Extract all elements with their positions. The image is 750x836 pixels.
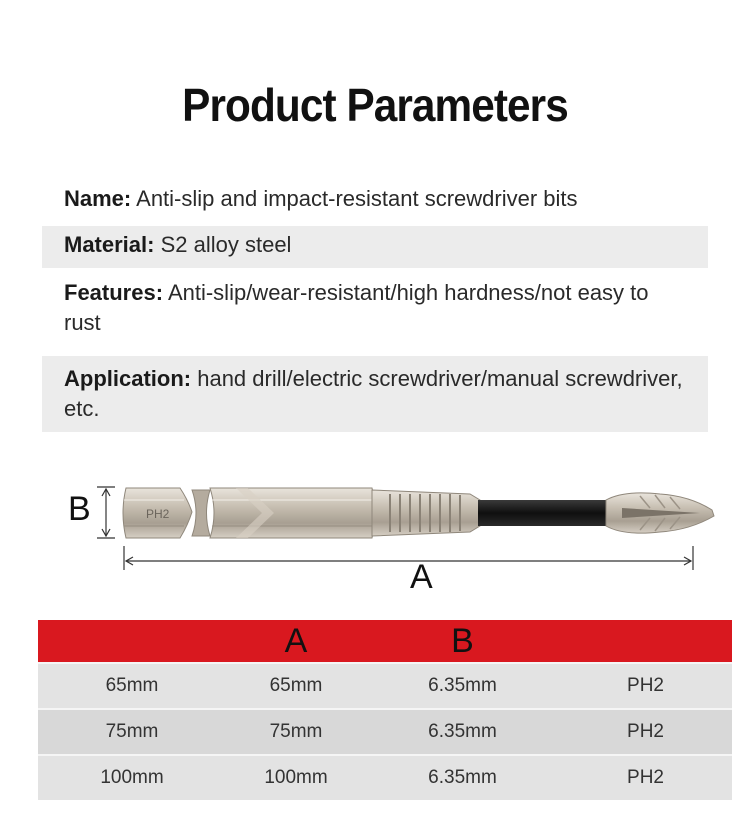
- table-header-b: B: [366, 620, 559, 663]
- table-cell: 75mm: [226, 709, 366, 755]
- table-row: [38, 663, 732, 709]
- param-application-value: hand drill/electric screwdriver/manual screwdriver, etc.: [64, 366, 683, 421]
- param-material-value: S2 alloy steel: [154, 232, 292, 257]
- table-cell: PH2: [559, 755, 732, 800]
- table-cell: PH2: [559, 709, 732, 755]
- table-cell: 100mm: [226, 755, 366, 800]
- dimension-b-label: B: [68, 490, 91, 528]
- table-cell: PH2: [559, 663, 732, 709]
- table-header-cell: [559, 620, 732, 663]
- table-header-row: [38, 620, 732, 663]
- dimension-a-label: A: [410, 558, 433, 596]
- table-row: [38, 755, 732, 800]
- param-application: [42, 356, 708, 432]
- knurled-collar: [372, 490, 480, 536]
- dimension-a-line: [124, 546, 693, 570]
- table-cell: 75mm: [38, 709, 226, 755]
- screwdriver-bit-drawing: [0, 470, 750, 610]
- phillips-tip: [606, 493, 714, 533]
- table-header-a: A: [226, 620, 366, 663]
- param-features-label: Features:: [64, 280, 164, 305]
- bit-marking: PH2: [146, 507, 170, 521]
- param-features-value: Anti-slip/wear-resistant/high hardness/not easy to rust: [64, 280, 649, 335]
- dimension-b-line: [97, 487, 115, 538]
- table-cell: 6.35mm: [366, 755, 559, 800]
- table-cell: 6.35mm: [366, 709, 559, 755]
- table-cell: 100mm: [38, 755, 226, 800]
- black-shaft: [478, 500, 610, 526]
- spec-table: [38, 620, 732, 800]
- param-features: [42, 278, 708, 342]
- param-material: [42, 226, 708, 268]
- param-name-label: Name:: [64, 186, 132, 211]
- page-title: Product Parameters: [182, 79, 568, 131]
- table-row: [38, 709, 732, 755]
- param-name-value: Anti-slip and impact-resistant screwdriver bits: [131, 186, 578, 211]
- param-material-label: Material:: [64, 232, 155, 257]
- table-cell: 65mm: [38, 663, 226, 709]
- param-application-label: Application:: [64, 366, 192, 391]
- bit-dimension-diagram: [0, 470, 750, 610]
- table-cell: 65mm: [226, 663, 366, 709]
- table-cell: 6.35mm: [366, 663, 559, 709]
- param-name: [42, 182, 708, 218]
- table-header-cell: [38, 620, 226, 663]
